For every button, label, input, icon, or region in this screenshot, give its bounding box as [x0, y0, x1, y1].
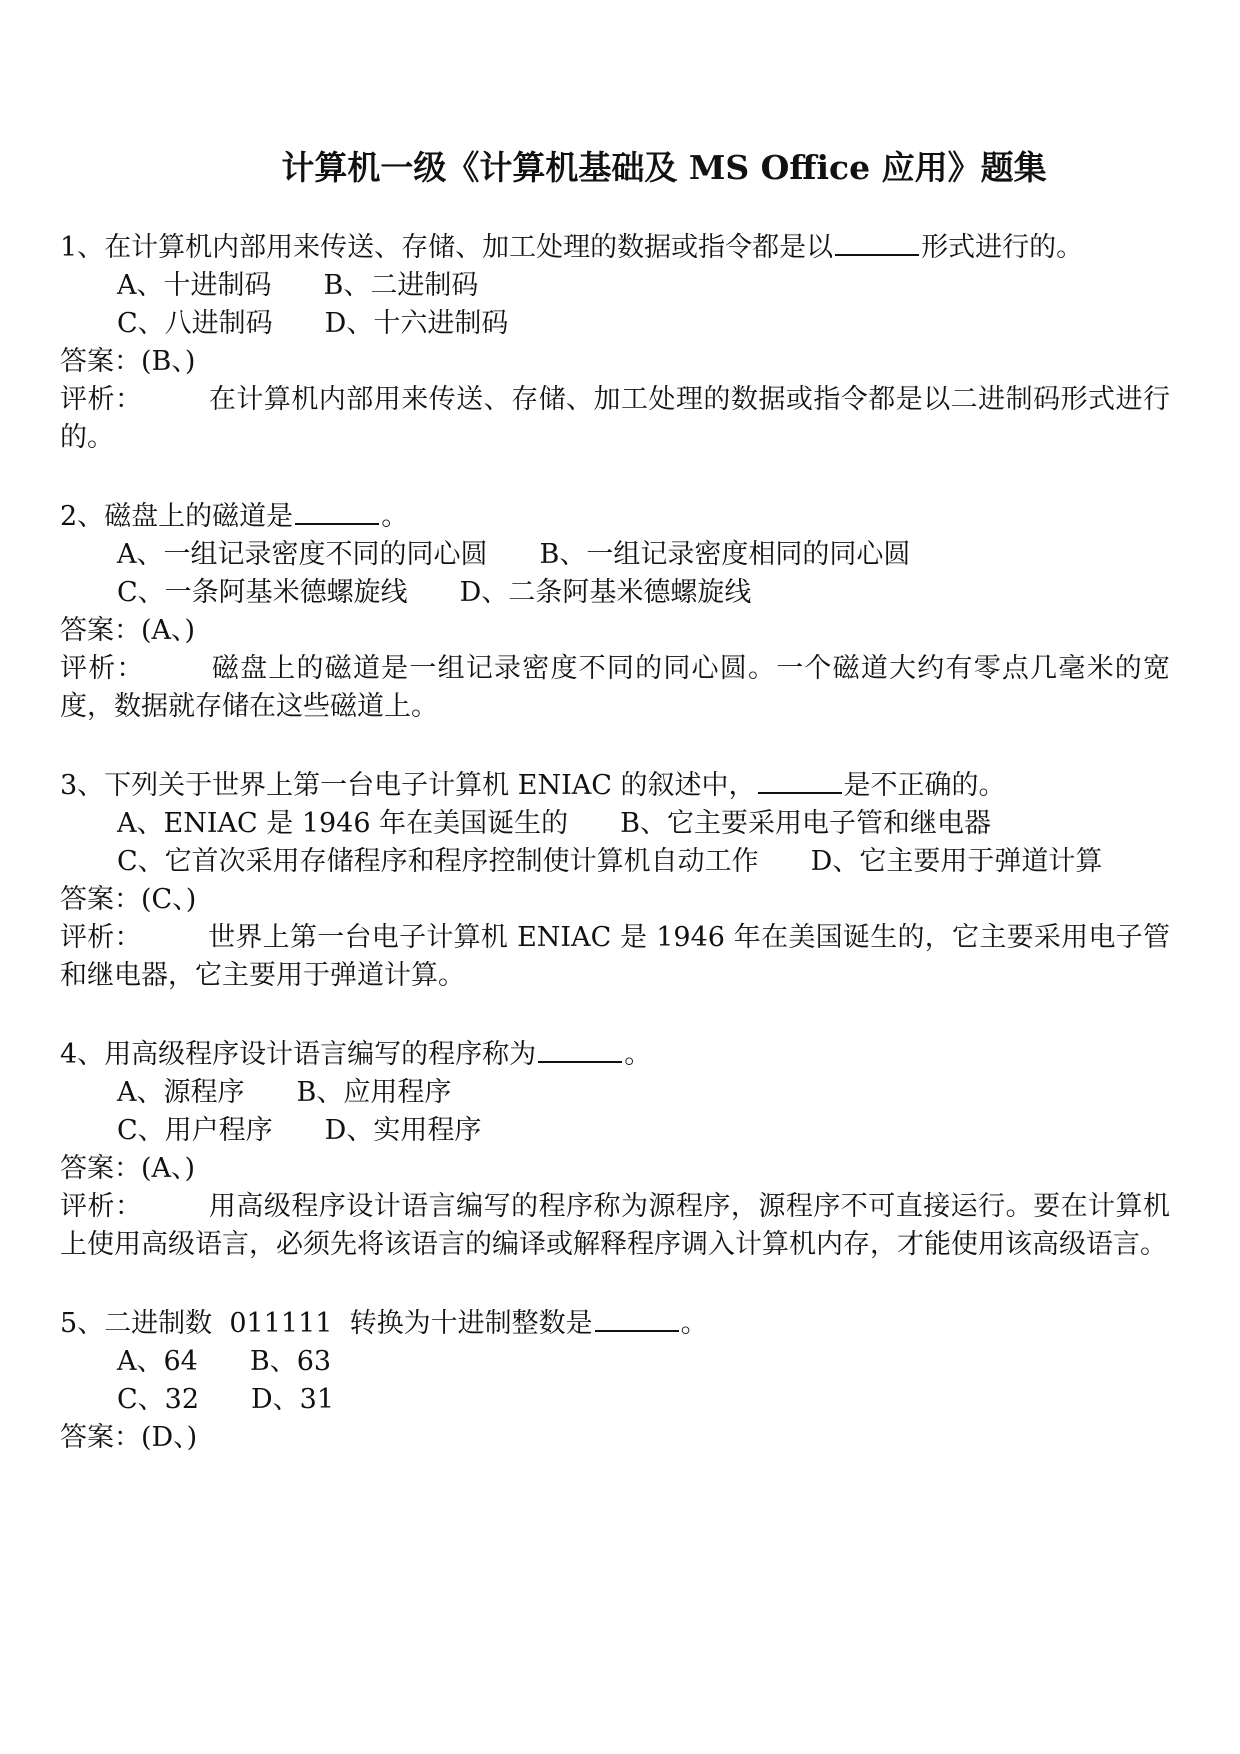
- answer-label: 答案：: [60, 1422, 141, 1453]
- answer-blank: [295, 495, 379, 525]
- answer-line: [60, 1150, 1170, 1188]
- explain-label: 评析：: [60, 653, 145, 684]
- options-row: [60, 1112, 1170, 1150]
- explain-label: 评析：: [60, 922, 142, 953]
- answer-value: (A、): [141, 1153, 196, 1184]
- options-row: [60, 1343, 1170, 1381]
- answer-line: [60, 1419, 1170, 1457]
- answer-value: (A、): [141, 615, 196, 646]
- stem-text: 在计算机内部用来传送、存储、加工处理的数据或指令都是以: [104, 232, 834, 263]
- explanation-text: 在计算机内部用来传送、存储、加工处理的数据或指令都是以二进制码形式进行的。: [60, 384, 1170, 453]
- option-c: C、用户程序: [117, 1115, 273, 1146]
- stem-text-end: 。: [381, 501, 409, 532]
- options-row: [60, 305, 1170, 343]
- explanation-text: 世界上第一台电子计算机 ENIAC 是 1946 年在美国诞生的，它主要采用电子管和继电器，它主要用于弹道计算。: [60, 922, 1170, 991]
- question-1: [60, 226, 1170, 457]
- answer-blank: [758, 764, 842, 794]
- stem-text: 磁盘上的磁道是: [104, 501, 294, 532]
- stem-text-end: 。: [680, 1308, 708, 1339]
- explanation-text: 磁盘上的磁道是一组记录密度不同的同心圆。一个磁道大约有零点几毫米的宽度，数据就存储在这些磁道上。: [60, 653, 1171, 722]
- explanation: [60, 919, 1170, 995]
- option-a: A、ENIAC 是 1946 年在美国诞生的: [117, 808, 569, 839]
- explain-label: 评析：: [60, 1191, 143, 1222]
- option-c: C、32: [117, 1384, 200, 1415]
- question-number: 2、: [60, 501, 105, 532]
- question-stem: [60, 226, 1170, 267]
- stem-text: 下列关于世界上第一台电子计算机 ENIAC 的叙述中，: [104, 770, 756, 801]
- explanation: [60, 381, 1170, 457]
- document-title: 计算机一级《计算机基础及 MS Office 应用》题集: [281, 148, 1047, 187]
- options-row: [60, 267, 1170, 305]
- explanation-text: 用高级程序设计语言编写的程序称为源程序，源程序不可直接运行。要在计算机上使用高级语言，必须先将该语言的编译或解释程序调入计算机内存，才能使用该高级语言。: [60, 1191, 1170, 1260]
- options-row: [60, 1074, 1170, 1112]
- question-5: [60, 1302, 1170, 1457]
- option-d: D、十六进制码: [324, 308, 509, 339]
- question-2: [60, 495, 1170, 726]
- options-row: [60, 574, 1170, 612]
- stem-text: 二进制数 011111 转换为十进制整数是: [104, 1308, 593, 1339]
- answer-value: (C、): [141, 884, 197, 915]
- options-row: [60, 843, 1170, 881]
- option-c: C、一条阿基米德螺旋线: [117, 577, 408, 608]
- explain-label: 评析：: [60, 384, 143, 415]
- answer-blank: [595, 1302, 679, 1332]
- explanation: [60, 650, 1170, 726]
- option-b: B、二进制码: [323, 270, 479, 301]
- answer-blank: [835, 226, 919, 256]
- question-4: [60, 1033, 1170, 1264]
- option-d: D、实用程序: [324, 1115, 482, 1146]
- option-b: B、它主要采用电子管和继电器: [620, 808, 991, 839]
- explanation: [60, 1188, 1170, 1264]
- answer-blank: [538, 1033, 622, 1063]
- option-c: C、八进制码: [117, 308, 273, 339]
- option-a: A、64: [117, 1346, 198, 1377]
- option-c: C、它首次采用存储程序和程序控制使计算机自动工作: [117, 846, 759, 877]
- stem-text: 用高级程序设计语言编写的程序称为: [104, 1039, 537, 1070]
- question-stem: [60, 764, 1170, 805]
- question-stem: [60, 1302, 1170, 1343]
- option-a: A、十进制码: [117, 270, 272, 301]
- option-d: D、二条阿基米德螺旋线: [459, 577, 752, 608]
- question-number: 5、: [60, 1308, 105, 1339]
- options-row: [60, 805, 1170, 843]
- answer-label: 答案：: [60, 346, 141, 377]
- question-stem: [60, 495, 1170, 536]
- option-b: B、应用程序: [296, 1077, 452, 1108]
- answer-label: 答案：: [60, 615, 141, 646]
- answer-value: (D、): [141, 1422, 198, 1453]
- stem-text-end: 。: [624, 1039, 652, 1070]
- question-list: [60, 226, 1170, 1457]
- option-d: D、它主要用于弹道计算: [810, 846, 1103, 877]
- answer-line: [60, 343, 1170, 381]
- option-a: A、源程序: [117, 1077, 245, 1108]
- answer-line: [60, 881, 1170, 919]
- answer-label: 答案：: [60, 1153, 141, 1184]
- question-number: 1、: [60, 232, 105, 263]
- option-b: B、63: [249, 1346, 332, 1377]
- question-3: [60, 764, 1170, 995]
- option-d: D、31: [251, 1384, 335, 1415]
- stem-text-end: 是不正确的。: [843, 770, 1006, 801]
- answer-line: [60, 612, 1170, 650]
- options-row: [60, 1381, 1170, 1419]
- question-number: 4、: [60, 1039, 105, 1070]
- stem-text-end: 形式进行的。: [921, 232, 1084, 263]
- option-a: A、一组记录密度不同的同心圆: [117, 539, 488, 570]
- answer-label: 答案：: [60, 884, 141, 915]
- answer-value: (B、): [141, 346, 196, 377]
- question-stem: [60, 1033, 1170, 1074]
- option-b: B、一组记录密度相同的同心圆: [539, 539, 911, 570]
- question-number: 3、: [60, 770, 105, 801]
- options-row: [60, 536, 1170, 574]
